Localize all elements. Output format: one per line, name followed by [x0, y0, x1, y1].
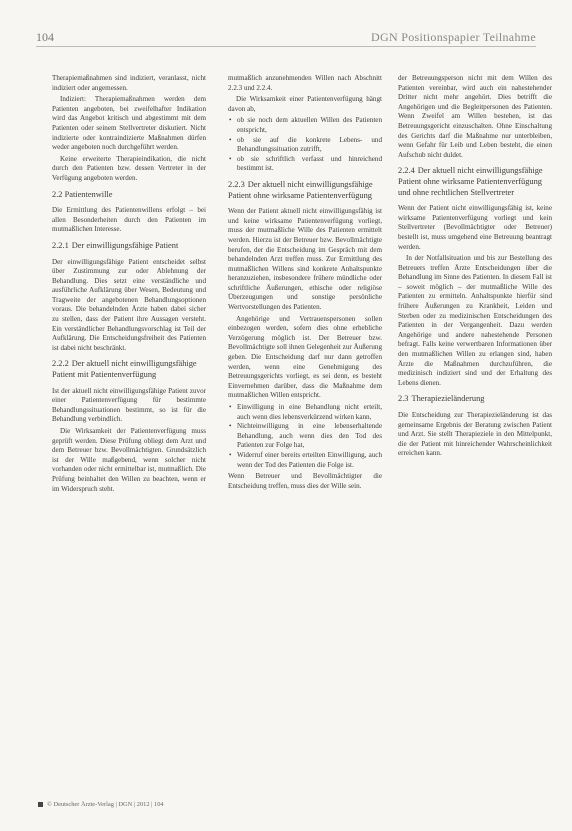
- paragraph: Die Ermittlung des Patientenwillens erfolgt – bei allen Besonderheiten durch den Patienten im mutmaßlichen Interesse.: [52, 206, 206, 234]
- section-title: Der aktuell nicht einwilligungsfähige Patient ohne wirksame Patientenverfügung: [228, 179, 373, 200]
- column-3: [398, 74, 552, 461]
- section-heading: [228, 180, 382, 201]
- page-footer: [38, 801, 164, 808]
- paragraph: Wenn der Patient nicht einwilligungsfähig ist, keine wirksame Patientenverfügung vorliegt und kein Stellvertreter (Bevollmächtigter oder Betreuer) bestellt ist, muss umgehend eine Betreuung beantragt werden.: [398, 204, 552, 251]
- paragraph: Ist der aktuell nicht einwilligungsfähige Patient zuvor einer Patientenverfügung für bestimmte Behandlungssituationen bestimmt, so ist für die Behandlung verbindlich.: [52, 386, 206, 424]
- list-item: • Einwilligung in eine Behandlung nicht erteilt, auch wenn dies lebensverkürzend wirken kann,: [237, 403, 382, 422]
- section-number: 2.3: [398, 394, 409, 404]
- page-number: 104: [36, 30, 54, 44]
- paragraph: Die Wirksamkeit einer Patientenverfügung hängt davon ab,: [228, 95, 382, 113]
- footer-text: © Deutscher Ärzte-Verlag | DGN | 2012 | 104: [47, 801, 164, 808]
- paragraph: In der Notfallsituation und bis zur Bestellung des Betreuers treffen Ärzte Entscheidungen über die Behandlung im Sinne des Patienten. In diesem Fall ist – soweit möglich – der mutmaßliche Wille des Patienten zu ermitteln. Anhaltspunkte hierfür sind frühere Äußerungen zu Krankheit, Leiden und Sterben oder zu medizinischen Entscheidungen des Patienten in der Vergangenheit. Dazu werden Angehörige und andere nahestehende Personen befragt. Falls keine verwertbaren Informationen über den mutmaßlichen Willen zu erlangen sind, haben Ärzte die Maßnahmen durchzuführen, die medizinisch indiziert sind und der Erhaltung des Lebens dienen.: [398, 254, 552, 387]
- paragraph: Keine erweiterte Therapieindikation, die nicht durch den Patienten bzw. dessen Vertreter in der Verfügung angeboten werden.: [52, 154, 206, 182]
- section-heading: [398, 394, 552, 405]
- list-item: • Widerruf einer bereits erteilten Einwilligung, auch wenn der Tod des Patienten die Folge ist.: [237, 451, 382, 470]
- paragraph: mutmaßlich anzunehmenden Willen nach Abschnitt 2.2.3 und 2.2.4.: [228, 74, 382, 92]
- section-heading: [52, 241, 206, 252]
- paragraph: Die Wirksamkeit der Patientenverfügung muss geprüft werden. Diese Prüfung obliegt dem Arzt und dem Betreuer bzw. Bevollmächtigten. Grundsätzlich ist der Wille maßgebend, wenn solcher nicht vorhanden oder nicht ermittelbar ist, mutmaßlich. Die Prüfung beinhaltet den Willen zu beachten, wenn er im Widerspruch steht.: [52, 427, 206, 493]
- paragraph: Der einwilligungsfähige Patient entscheidet selbst über Zustimmung zur oder Ablehnung der Behandlung. Dies setzt eine verständliche und ausführliche Aufklärung über Wesen, Bedeutung und Tragweite der angebotenen Behandlungsoptionen voraus. Die behandelnden Ärzte haben dabei sicher zu stellen, dass der Patient ihre Aussagen versteht. Ein verständlicher Behandlungsvorschlag ist Teil der Aufklärung. Die Entscheidungsfreiheit des Patienten ist dabei nicht beschränkt.: [52, 257, 206, 352]
- section-title: Der aktuell nicht einwilligungsfähige Patient ohne wirksame Patientenverfügung und ohne rechtlichen Stellvertreter: [398, 166, 543, 197]
- paragraph: der Betreuungsperson nicht mit dem Willen des Patienten vereinbar, wird auch ein nahestehender Dritter nicht mehr angehört. Dies betrifft die Angehörigen und die Begleitpersonen des Patienten. Wenn Zweifel am Willen bestehen, ist das Betreuungsgericht einzuschalten. Ohne Einschaltung des Gerichts darf die Maßnahme nur unterbleiben, wenn Gefahr für Leib und Leben besteht, die einen Aufschub nicht duldet.: [398, 74, 552, 159]
- paragraph: Wenn der Patient aktuell nicht einwilligungsfähig ist und keine wirksame Patientenverfügung vorliegt, muss der mutmaßliche Wille des Patienten ermittelt werden. Hierzu ist der Betreuer bzw. Bevollmächtigte berufen, der die Entscheidung im Gespräch mit dem behandelnden Arzt treffen muss. Zur Ermittlung des mutmaßlichen Willens sind konkrete Anhaltspunkte heranzuziehen, insbesondere frühere mündliche oder schriftliche Äußerungen, ethische oder religiöse Überzeugungen und sonstige persönliche Wertvorstellungen des Patienten.: [228, 207, 382, 312]
- section-heading: [398, 166, 552, 198]
- section-number: 2.2.2: [52, 359, 69, 369]
- section-heading: [52, 359, 206, 380]
- list-item: • ob sie schriftlich verfasst und hinreichend bestimmt ist.: [237, 155, 382, 174]
- section-title: Der einwilligungsfähige Patient: [71, 240, 179, 250]
- list-item: • ob sie noch dem aktuellen Willen des Patienten entspricht,: [237, 116, 382, 135]
- section-number: 2.2.4: [398, 166, 415, 176]
- section-title: Der aktuell nicht einwilligungsfähige Patient mit Patientenverfügung: [52, 359, 197, 380]
- running-title: DGN Positionspapier Teilnahme: [371, 30, 536, 44]
- bullet-list: [228, 116, 382, 174]
- column-2: [228, 74, 382, 493]
- header-rule: [36, 46, 536, 47]
- paragraph: Angehörige und Vertrauenspersonen sollen einbezogen werden, sofern dies ohne erhebliche Verzögerung möglich ist. Der Betreuer bzw. Bevollmächtigte soll ihnen Gelegenheit zur Äußerung geben. Die Entscheidung darf nur dann getroffen werden, wenn eine Genehmigung des Betreuungsgerichts vorliegt, es sei denn, es besteht Einvernehmen darüber, dass die Maßnahme dem mutmaßlichen Willen entspricht.: [228, 314, 382, 400]
- paragraph: Die Entscheidung zur Therapiezieländerung ist das gemeinsame Ergebnis der Beratung zwischen Patient und Arzt. Sie stellt Therapieziele in den Mittelpunkt, die der Patient mit hinreichender Wahrscheinlichkeit erreichen kann.: [398, 411, 552, 458]
- list-item: • ob sie auf die konkrete Lebens- und Behandlungssituation zutrifft,: [237, 136, 382, 155]
- column-1: [52, 74, 206, 496]
- paragraph: Therapiemaßnahmen sind indiziert, veranlasst, nicht indiziert oder angemessen.: [52, 74, 206, 92]
- section-heading: 2.2 Patientenwille: [52, 189, 113, 199]
- section-number: 2.2.3: [228, 179, 245, 189]
- section-title: Therapiezieländerung: [411, 394, 485, 404]
- footer-square-icon: [38, 802, 43, 807]
- bullet-list: [228, 403, 382, 470]
- list-item: • Nichteinwilligung in eine lebenserhaltende Behandlung, auch wenn dies den Tod des Patienten zur Folge hat,: [237, 422, 382, 451]
- paragraph: Wenn Betreuer und Bevollmächtigter die Entscheidung treffen, muss dies der Wille sein.: [228, 472, 382, 490]
- page-header: [36, 30, 536, 44]
- section-number: 2.2.1: [52, 240, 69, 250]
- paragraph: Indiziert: Therapiemaßnahmen werden dem Patienten angeboten, bei zweifelhafter Indikation wird das Angebot kritisch und abgestimmt mit dem Patienten oder seinem Stellvertreter diskutiert. Nicht indizierte oder kontraindizierte Maßnahmen dürfen weder angeboten noch durchgeführt werden.: [52, 95, 206, 152]
